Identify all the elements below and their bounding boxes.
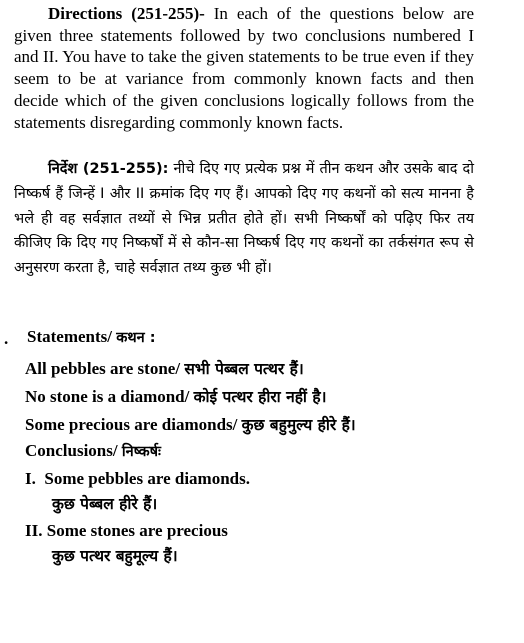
conclusion-2-number: II. [25,521,43,540]
statement-2-hi: कोई पत्थर हीरा नहीं है। [193,388,327,406]
statement-1-en: All pebbles are stone/ [25,359,181,378]
directions-heading-en: Directions (251-255)- [48,4,205,23]
conclusion-2-en: Some stones are precious [46,521,228,540]
conclusion-1-number: I. [25,469,36,488]
conclusion-2-hi: कुछ पत्थर बहुमूल्य हैं। [52,547,178,565]
directions-hindi [14,157,474,281]
conclusions-label-hi: निष्कर्षः [121,444,161,460]
statement-3 [25,413,356,435]
conclusion-1-hi: कुछ पेब्बल हीरे हैं। [52,495,158,513]
statements-heading [27,327,156,347]
conclusion-1-en: Some pebbles are diamonds. [44,469,250,488]
statement-2-en: No stone is a diamond/ [25,387,190,406]
statements-label-en: Statements/ [27,327,112,346]
question-bullet: . [4,329,9,348]
statement-1-hi: सभी पेब्बल पत्थर हैं। [184,360,304,378]
conclusions-label-en: Conclusions/ [25,441,118,460]
directions-heading-hi: निर्देश (251-255): [48,161,169,177]
statement-1 [25,357,304,379]
directions-body-hi: नीचे दिए गए प्रत्येक प्रश्न में तीन कथन और उसके बाद दो निष्कर्ष हैं जिन्हें I और II क्रमांक दिए गए हैं। आपको दिए गए कथनों को सत्य मानना है भले ही वह सर्वज्ञात तथ्यों से भिन्न प्रतीत होते हों। सभी निष्कर्षों को पढ़िए फिर तय कीजिए कि दिए गए निष्कर्षों में से कौन-सा निष्कर्ष दिए गए कथनों का तर्कसंगत रूप से अनुसरण करता है, चाहे सर्वज्ञात तथ्य कुछ भी हों। [14,161,474,277]
statement-3-en: Some precious are diamonds/ [25,415,238,434]
statement-3-hi: कुछ बहुमुल्य हीरे हैं। [241,416,356,434]
conclusions-heading [25,441,161,461]
directions-body-en: In each of the questions below are given three statements followed by two conclusions numbered I and II. You have to take the given statements to be true even if they seem to be at variance from commonly known facts and then decide which of the given conclusions logically follows from the statements disregarding commonly known facts. [14,4,474,132]
statements-label-hi: कथन : [116,330,156,346]
conclusion-1 [25,469,250,489]
directions-english [14,3,474,133]
conclusion-2 [25,521,228,541]
statement-2 [25,385,326,407]
